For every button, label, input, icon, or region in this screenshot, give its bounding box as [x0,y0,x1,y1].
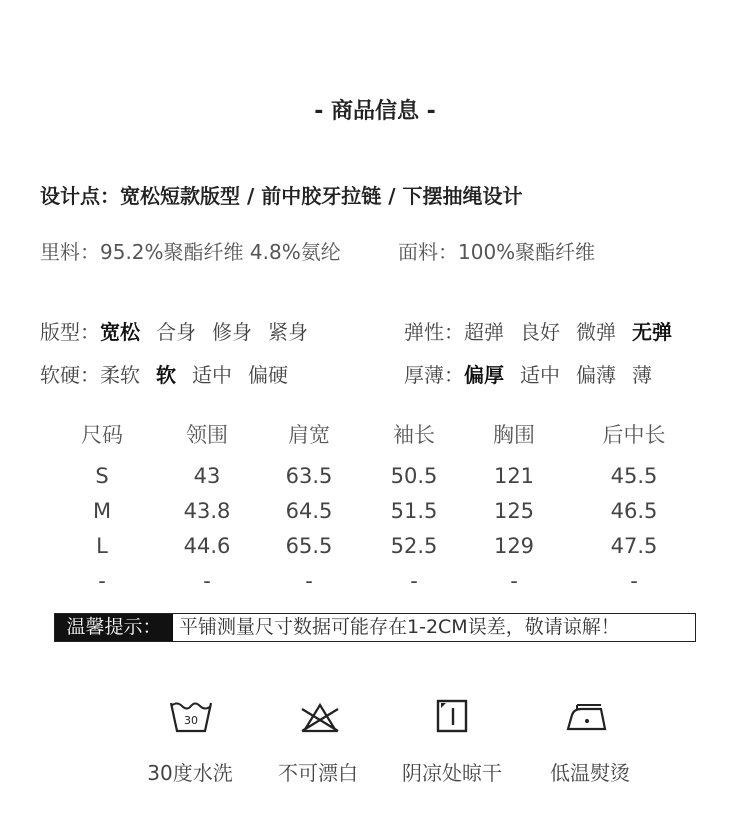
table-cell: - [98,569,106,593]
table-header-cell: 领围 [186,423,228,447]
care-label-wash: 30度水洗 [147,761,233,785]
table-cell: - [203,569,211,593]
attr-option-selected: 宽松 [100,320,140,344]
tip-box [54,613,696,642]
table-cell: 64.5 [285,499,333,523]
attr-option: 偏硬 [248,363,288,387]
table-cell: 63.5 [285,464,333,488]
table-cell: 125 [493,499,535,523]
lining-material: 里料：95.2%聚酯纤维 4.8%氨纶 [40,240,341,264]
attr-option: 紧身 [268,320,308,344]
attr-option: 薄 [632,363,652,387]
table-cell: - [630,569,638,593]
attr-option: 合身 [156,320,196,344]
attr-elasticity [404,316,688,345]
attr-thickness [404,359,668,388]
table-cell: 46.5 [610,499,658,523]
attr-label: 弹性： [404,320,464,344]
table-cell: 47.5 [610,534,658,558]
attr-option: 适中 [192,363,232,387]
section-title: - 商品信息 - [314,99,436,124]
table-cell: 44.6 [183,534,231,558]
attr-option: 适中 [520,363,560,387]
low-iron-icon [563,699,611,739]
attr-option: 柔软 [100,363,140,387]
table-cell: - [510,569,518,593]
attr-label: 版型： [40,320,100,344]
table-header-cell: 肩宽 [288,423,330,447]
attr-fit [40,316,324,345]
table-cell: 43.8 [183,499,231,523]
table-cell: S [95,464,109,488]
care-label-no-bleach: 不可漂白 [278,761,358,785]
attr-softness [40,359,304,388]
attr-option-selected: 软 [156,363,176,387]
attr-label: 厚薄： [404,363,464,387]
wash-30-icon [167,697,215,737]
attr-option-selected: 偏厚 [464,363,504,387]
attr-option-selected: 无弹 [632,320,672,344]
table-cell: 51.5 [390,499,438,523]
design-point: 设计点：宽松短款版型 / 前中胶牙拉链 / 下摆抽绳设计 [40,184,523,208]
table-header-cell: 袖长 [393,423,435,447]
table-header-cell: 后中长 [602,423,666,447]
attr-option: 偏薄 [576,363,616,387]
table-cell: 52.5 [390,534,438,558]
table-cell: - [410,569,418,593]
fabric-material: 面料：100%聚酯纤维 [398,240,596,264]
table-header-cell: 胸围 [493,423,535,447]
table-cell: M [92,499,112,523]
tip-label: 温馨提示： [55,614,173,641]
care-label-shade-dry: 阴凉处晾干 [402,761,502,785]
table-cell: 43 [193,464,221,488]
table-cell: 129 [493,534,535,558]
table-cell: - [305,569,313,593]
table-cell: 65.5 [285,534,333,558]
no-bleach-icon [296,699,344,739]
table-cell: 121 [493,464,535,488]
tip-text: 平铺测量尺寸数据可能存在1-2CM误差，敬请谅解！ [179,616,620,638]
attr-option: 修身 [212,320,252,344]
table-header-cell: 尺码 [81,423,123,447]
care-label-low-iron: 低温熨烫 [550,761,630,785]
attr-option: 超弹 [464,320,504,344]
attr-label: 软硬： [40,363,100,387]
shade-dry-icon [428,697,476,737]
attr-option: 微弹 [576,320,616,344]
wash-temp-number: 30 [184,714,198,727]
table-cell: L [96,534,108,558]
table-cell: 50.5 [390,464,438,488]
attr-option: 良好 [520,320,560,344]
table-cell: 45.5 [610,464,658,488]
